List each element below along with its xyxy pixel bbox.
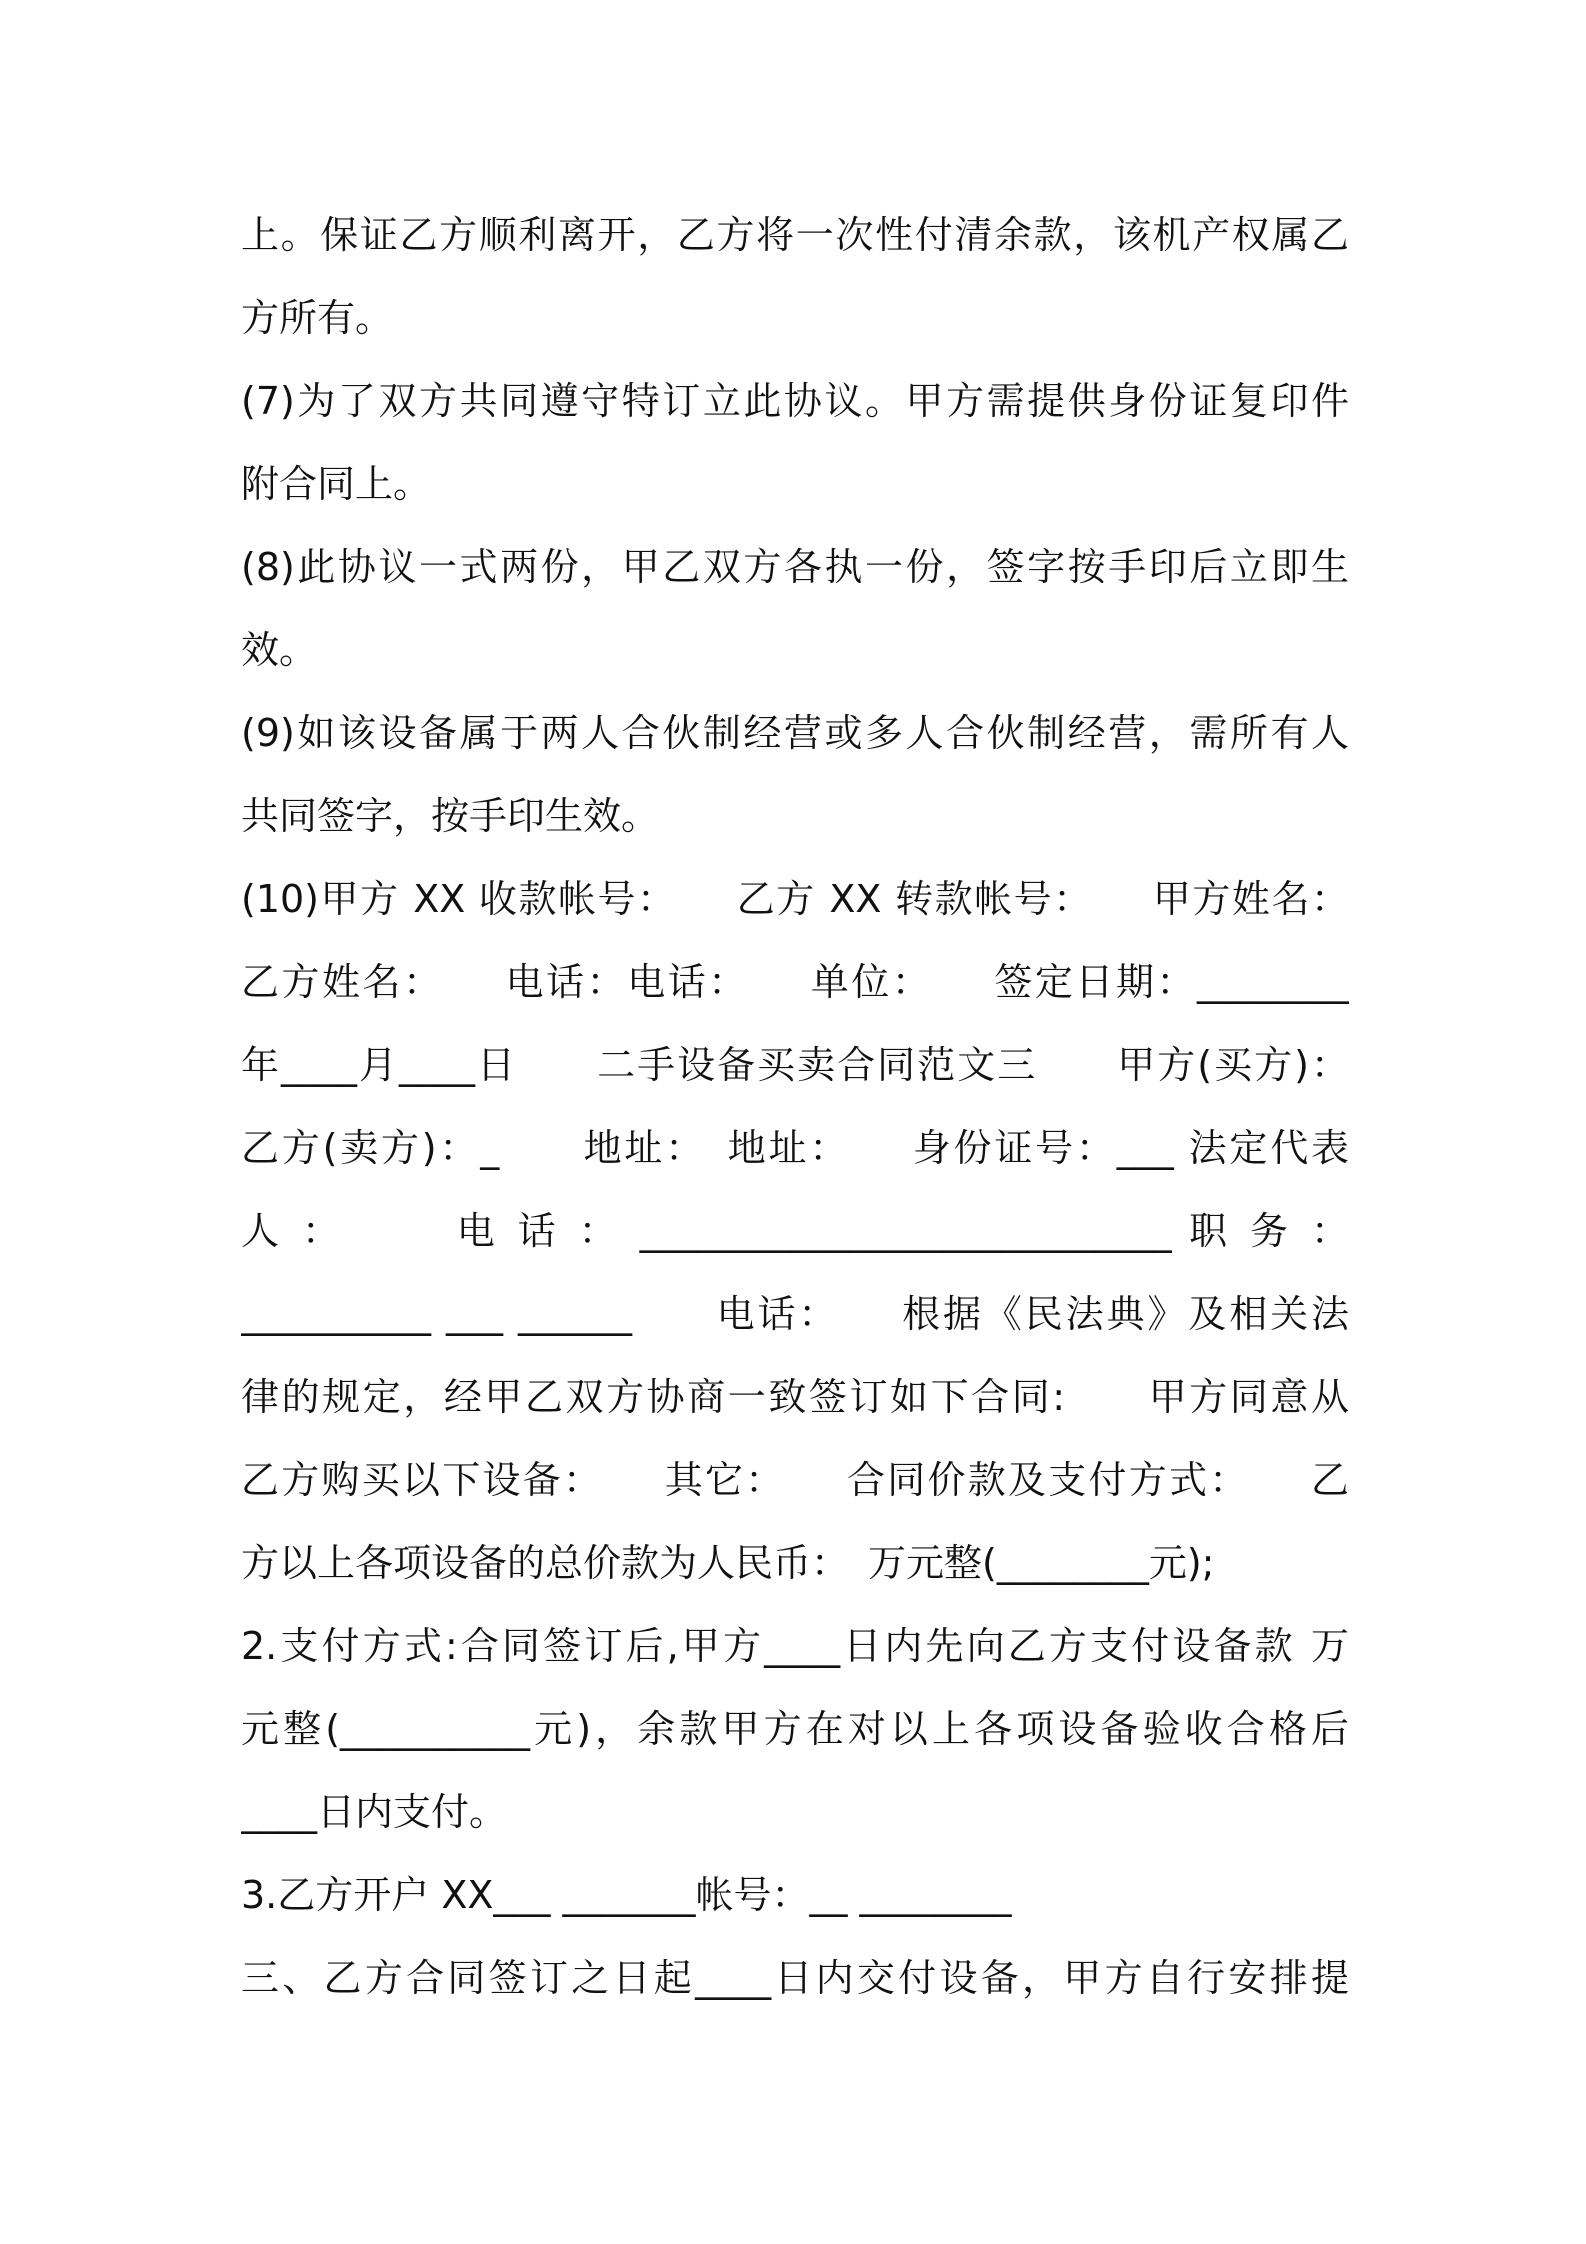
- text-line: 上。保证乙方顺利离开，乙方将一次性付清余款，该机产权属乙: [241, 213, 1349, 257]
- text-line: __________ ___ ______ 电话： 根据《民法典》及相关法: [241, 1292, 1349, 1336]
- text-line: (9)如该设备属于两人合伙制经营或多人合伙制经营，需所有人: [241, 711, 1349, 755]
- text-line: 方以上各项设备的总价款为人民币： 万元整(________元);: [241, 1541, 1215, 1585]
- text-line: 三、乙方合同签订之日起____日内交付设备，甲方自行安排提: [241, 1956, 1349, 2000]
- text-line: 附合同上。: [241, 462, 432, 506]
- text-line: (7)为了双方共同遵守特订立此协议。甲方需提供身份证复印件: [241, 379, 1349, 423]
- text-line: 效。: [241, 628, 318, 672]
- text-line: 人 ： 电 话 ： ____________________________ 职 务 ：: [241, 1209, 1349, 1253]
- text-line: (10)甲方 XX 收款帐号： 乙方 XX 转款帐号： 甲方姓名：: [241, 877, 1349, 921]
- text-line: 年____月____日 二手设备买卖合同范文三 甲方(买方)：: [241, 1043, 1349, 1087]
- text-line: ____日内支付。: [241, 1790, 508, 1834]
- text-line: 3.乙方开户 XX___ _______帐号：__ ________: [241, 1873, 1012, 1917]
- text-line: (8)此协议一式两份，甲乙双方各执一份，签字按手印后立即生: [241, 545, 1349, 589]
- text-line: 元整(__________元)，余款甲方在对以上各项设备验收合格后: [241, 1707, 1349, 1751]
- text-line: 乙方(卖方)：_ 地址： 地址： 身份证号：___ 法定代表: [241, 1126, 1349, 1170]
- text-line: 乙方购买以下设备： 其它： 合同价款及支付方式： 乙: [241, 1458, 1349, 1502]
- text-line: 乙方姓名： 电话：电话： 单位： 签定日期：________: [241, 960, 1349, 1004]
- text-line: 律的规定，经甲乙双方协商一致签订如下合同: 甲方同意从: [241, 1375, 1349, 1419]
- text-line: 共同签字，按手印生效。: [241, 794, 660, 838]
- text-line: 2.支付方式:合同签订后,甲方____日内先向乙方支付设备款 万: [241, 1624, 1349, 1668]
- document-body: [241, 194, 1349, 2020]
- text-line: 方所有。: [241, 296, 394, 340]
